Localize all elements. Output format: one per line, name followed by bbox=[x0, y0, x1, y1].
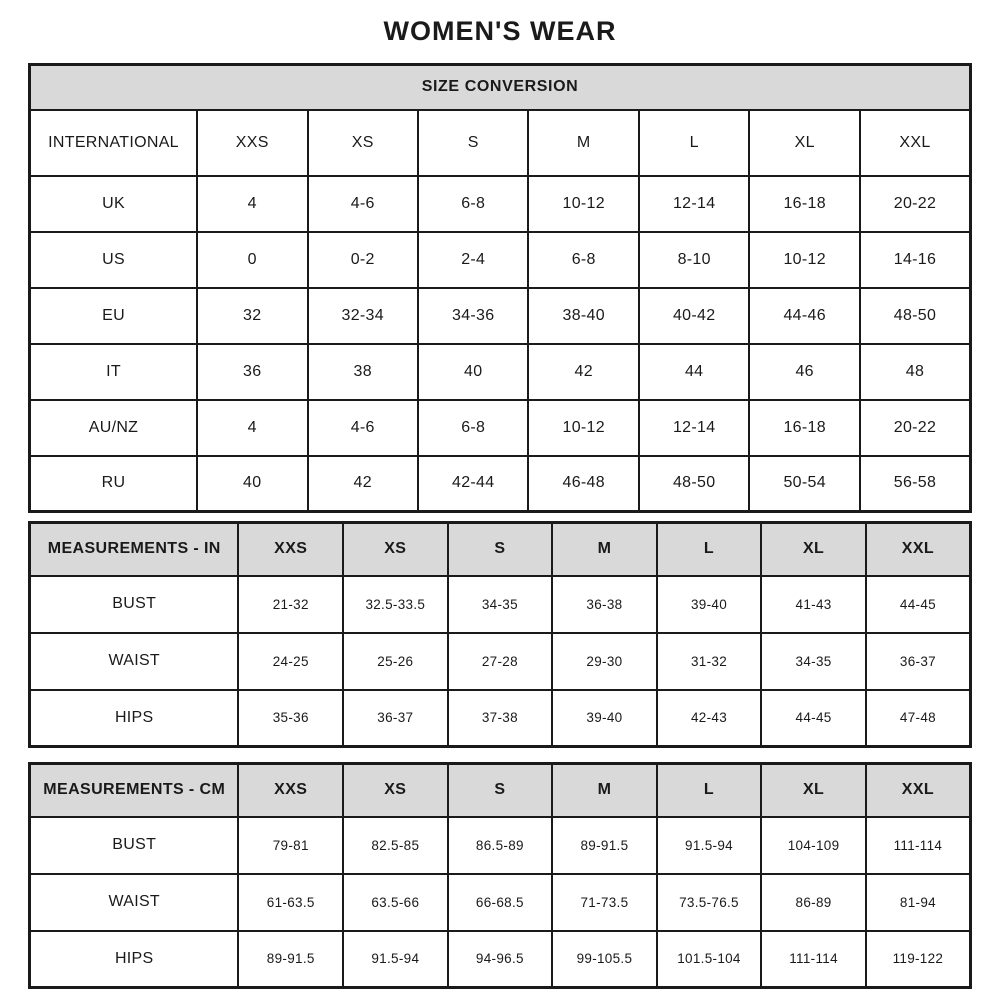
size-conversion-table bbox=[28, 63, 972, 513]
measurement-cell: 73.5-76.5 bbox=[657, 874, 762, 931]
table-row bbox=[30, 400, 971, 456]
column-header-xxl: XXL bbox=[860, 110, 971, 176]
size-cell: 40 bbox=[197, 456, 307, 512]
size-cell: 42 bbox=[308, 456, 418, 512]
measurement-cell: 81-94 bbox=[866, 874, 971, 931]
table-row bbox=[30, 288, 971, 344]
size-cell: 8-10 bbox=[639, 232, 749, 288]
column-header-l: L bbox=[657, 764, 762, 817]
column-header-m: M bbox=[552, 523, 657, 576]
size-cell: 34-36 bbox=[418, 288, 528, 344]
measurement-cell: 63.5-66 bbox=[343, 874, 448, 931]
row-label: HIPS bbox=[30, 931, 239, 988]
row-label: WAIST bbox=[30, 633, 239, 690]
size-conversion-columns-row bbox=[30, 110, 971, 176]
column-header-international: INTERNATIONAL bbox=[30, 110, 198, 176]
table-row bbox=[30, 176, 971, 232]
measurements-in-body bbox=[30, 576, 971, 747]
measurement-cell: 41-43 bbox=[761, 576, 866, 633]
measurement-cell: 71-73.5 bbox=[552, 874, 657, 931]
measurement-cell: 99-105.5 bbox=[552, 931, 657, 988]
size-cell: 38-40 bbox=[528, 288, 638, 344]
size-conversion-body bbox=[30, 176, 971, 512]
size-cell: 20-22 bbox=[860, 400, 971, 456]
size-cell: 4-6 bbox=[308, 176, 418, 232]
row-label: RU bbox=[30, 456, 198, 512]
row-label: WAIST bbox=[30, 874, 239, 931]
measurement-cell: 34-35 bbox=[448, 576, 553, 633]
measurements-in-title: MEASUREMENTS - IN bbox=[30, 523, 239, 576]
size-cell: 0-2 bbox=[308, 232, 418, 288]
measurements-cm-body bbox=[30, 817, 971, 988]
measurements-in-table bbox=[28, 521, 972, 748]
column-header-xl: XL bbox=[761, 523, 866, 576]
measurements-cm-title: MEASUREMENTS - CM bbox=[30, 764, 239, 817]
measurements-cm-header bbox=[30, 764, 971, 817]
column-header-s: S bbox=[418, 110, 528, 176]
measurement-cell: 35-36 bbox=[238, 690, 343, 747]
measurement-cell: 39-40 bbox=[552, 690, 657, 747]
size-cell: 6-8 bbox=[418, 400, 528, 456]
column-header-m: M bbox=[528, 110, 638, 176]
measurement-cell: 21-32 bbox=[238, 576, 343, 633]
measurement-cell: 36-38 bbox=[552, 576, 657, 633]
size-cell: 42-44 bbox=[418, 456, 528, 512]
size-cell: 4 bbox=[197, 176, 307, 232]
size-cell: 10-12 bbox=[749, 232, 859, 288]
size-cell: 10-12 bbox=[528, 400, 638, 456]
column-header-xxs: XXS bbox=[197, 110, 307, 176]
row-label: BUST bbox=[30, 576, 239, 633]
size-cell: 16-18 bbox=[749, 176, 859, 232]
measurement-cell: 86.5-89 bbox=[448, 817, 553, 874]
measurement-cell: 111-114 bbox=[866, 817, 971, 874]
measurement-cell: 39-40 bbox=[657, 576, 762, 633]
size-cell: 36 bbox=[197, 344, 307, 400]
column-header-m: M bbox=[552, 764, 657, 817]
measurements-cm-columns-row bbox=[30, 764, 971, 817]
measurement-cell: 82.5-85 bbox=[343, 817, 448, 874]
column-header-s: S bbox=[448, 523, 553, 576]
column-header-xs: XS bbox=[343, 523, 448, 576]
measurement-cell: 61-63.5 bbox=[238, 874, 343, 931]
measurement-cell: 101.5-104 bbox=[657, 931, 762, 988]
table-row bbox=[30, 874, 971, 931]
column-header-xl: XL bbox=[761, 764, 866, 817]
column-header-xl: XL bbox=[749, 110, 859, 176]
row-label: EU bbox=[30, 288, 198, 344]
column-header-l: L bbox=[639, 110, 749, 176]
measurement-cell: 32.5-33.5 bbox=[343, 576, 448, 633]
size-cell: 6-8 bbox=[418, 176, 528, 232]
page-title: WOMEN'S WEAR bbox=[383, 16, 617, 46]
measurement-cell: 104-109 bbox=[761, 817, 866, 874]
measurement-cell: 89-91.5 bbox=[552, 817, 657, 874]
size-cell: 4-6 bbox=[308, 400, 418, 456]
size-cell: 12-14 bbox=[639, 176, 749, 232]
column-header-xs: XS bbox=[308, 110, 418, 176]
size-cell: 16-18 bbox=[749, 400, 859, 456]
column-header-xxl: XXL bbox=[866, 523, 971, 576]
row-label: AU/NZ bbox=[30, 400, 198, 456]
size-cell: 46-48 bbox=[528, 456, 638, 512]
measurement-cell: 42-43 bbox=[657, 690, 762, 747]
size-cell: 42 bbox=[528, 344, 638, 400]
column-header-s: S bbox=[448, 764, 553, 817]
table-row bbox=[30, 232, 971, 288]
size-cell: 4 bbox=[197, 400, 307, 456]
size-cell: 46 bbox=[749, 344, 859, 400]
size-cell: 44 bbox=[639, 344, 749, 400]
measurement-cell: 36-37 bbox=[866, 633, 971, 690]
measurement-cell: 86-89 bbox=[761, 874, 866, 931]
row-label: HIPS bbox=[30, 690, 239, 747]
size-cell: 56-58 bbox=[860, 456, 971, 512]
measurement-cell: 29-30 bbox=[552, 633, 657, 690]
measurements-cm-table bbox=[28, 762, 972, 989]
row-label: US bbox=[30, 232, 198, 288]
measurement-cell: 25-26 bbox=[343, 633, 448, 690]
measurement-cell: 31-32 bbox=[657, 633, 762, 690]
measurement-cell: 91.5-94 bbox=[343, 931, 448, 988]
measurement-cell: 24-25 bbox=[238, 633, 343, 690]
size-cell: 44-46 bbox=[749, 288, 859, 344]
table-row bbox=[30, 344, 971, 400]
size-cell: 50-54 bbox=[749, 456, 859, 512]
table-row bbox=[30, 456, 971, 512]
size-cell: 48-50 bbox=[639, 456, 749, 512]
measurement-cell: 91.5-94 bbox=[657, 817, 762, 874]
size-cell: 6-8 bbox=[528, 232, 638, 288]
measurement-cell: 94-96.5 bbox=[448, 931, 553, 988]
column-header-xs: XS bbox=[343, 764, 448, 817]
measurement-cell: 44-45 bbox=[761, 690, 866, 747]
table-row bbox=[30, 690, 971, 747]
size-cell: 32 bbox=[197, 288, 307, 344]
size-cell: 20-22 bbox=[860, 176, 971, 232]
measurement-cell: 89-91.5 bbox=[238, 931, 343, 988]
measurement-cell: 47-48 bbox=[866, 690, 971, 747]
column-header-l: L bbox=[657, 523, 762, 576]
measurement-cell: 37-38 bbox=[448, 690, 553, 747]
column-header-xxs: XXS bbox=[238, 764, 343, 817]
row-label: IT bbox=[30, 344, 198, 400]
measurement-cell: 119-122 bbox=[866, 931, 971, 988]
measurement-cell: 27-28 bbox=[448, 633, 553, 690]
size-cell: 12-14 bbox=[639, 400, 749, 456]
size-conversion-header bbox=[30, 65, 971, 176]
table-row bbox=[30, 931, 971, 988]
column-header-xxl: XXL bbox=[866, 764, 971, 817]
size-cell: 48-50 bbox=[860, 288, 971, 344]
measurement-cell: 79-81 bbox=[238, 817, 343, 874]
measurement-cell: 66-68.5 bbox=[448, 874, 553, 931]
row-label: BUST bbox=[30, 817, 239, 874]
size-cell: 0 bbox=[197, 232, 307, 288]
table-row bbox=[30, 817, 971, 874]
size-cell: 48 bbox=[860, 344, 971, 400]
size-cell: 40-42 bbox=[639, 288, 749, 344]
measurement-cell: 36-37 bbox=[343, 690, 448, 747]
table-row bbox=[30, 576, 971, 633]
size-cell: 14-16 bbox=[860, 232, 971, 288]
row-label: UK bbox=[30, 176, 198, 232]
size-conversion-title: SIZE CONVERSION bbox=[30, 65, 971, 110]
size-cell: 38 bbox=[308, 344, 418, 400]
size-cell: 2-4 bbox=[418, 232, 528, 288]
measurement-cell: 111-114 bbox=[761, 931, 866, 988]
size-cell: 32-34 bbox=[308, 288, 418, 344]
column-header-xxs: XXS bbox=[238, 523, 343, 576]
measurement-cell: 34-35 bbox=[761, 633, 866, 690]
table-row bbox=[30, 633, 971, 690]
measurements-in-header bbox=[30, 523, 971, 576]
size-cell: 10-12 bbox=[528, 176, 638, 232]
measurements-in-columns-row bbox=[30, 523, 971, 576]
measurement-cell: 44-45 bbox=[866, 576, 971, 633]
size-conversion-title-row bbox=[30, 65, 971, 110]
size-cell: 40 bbox=[418, 344, 528, 400]
